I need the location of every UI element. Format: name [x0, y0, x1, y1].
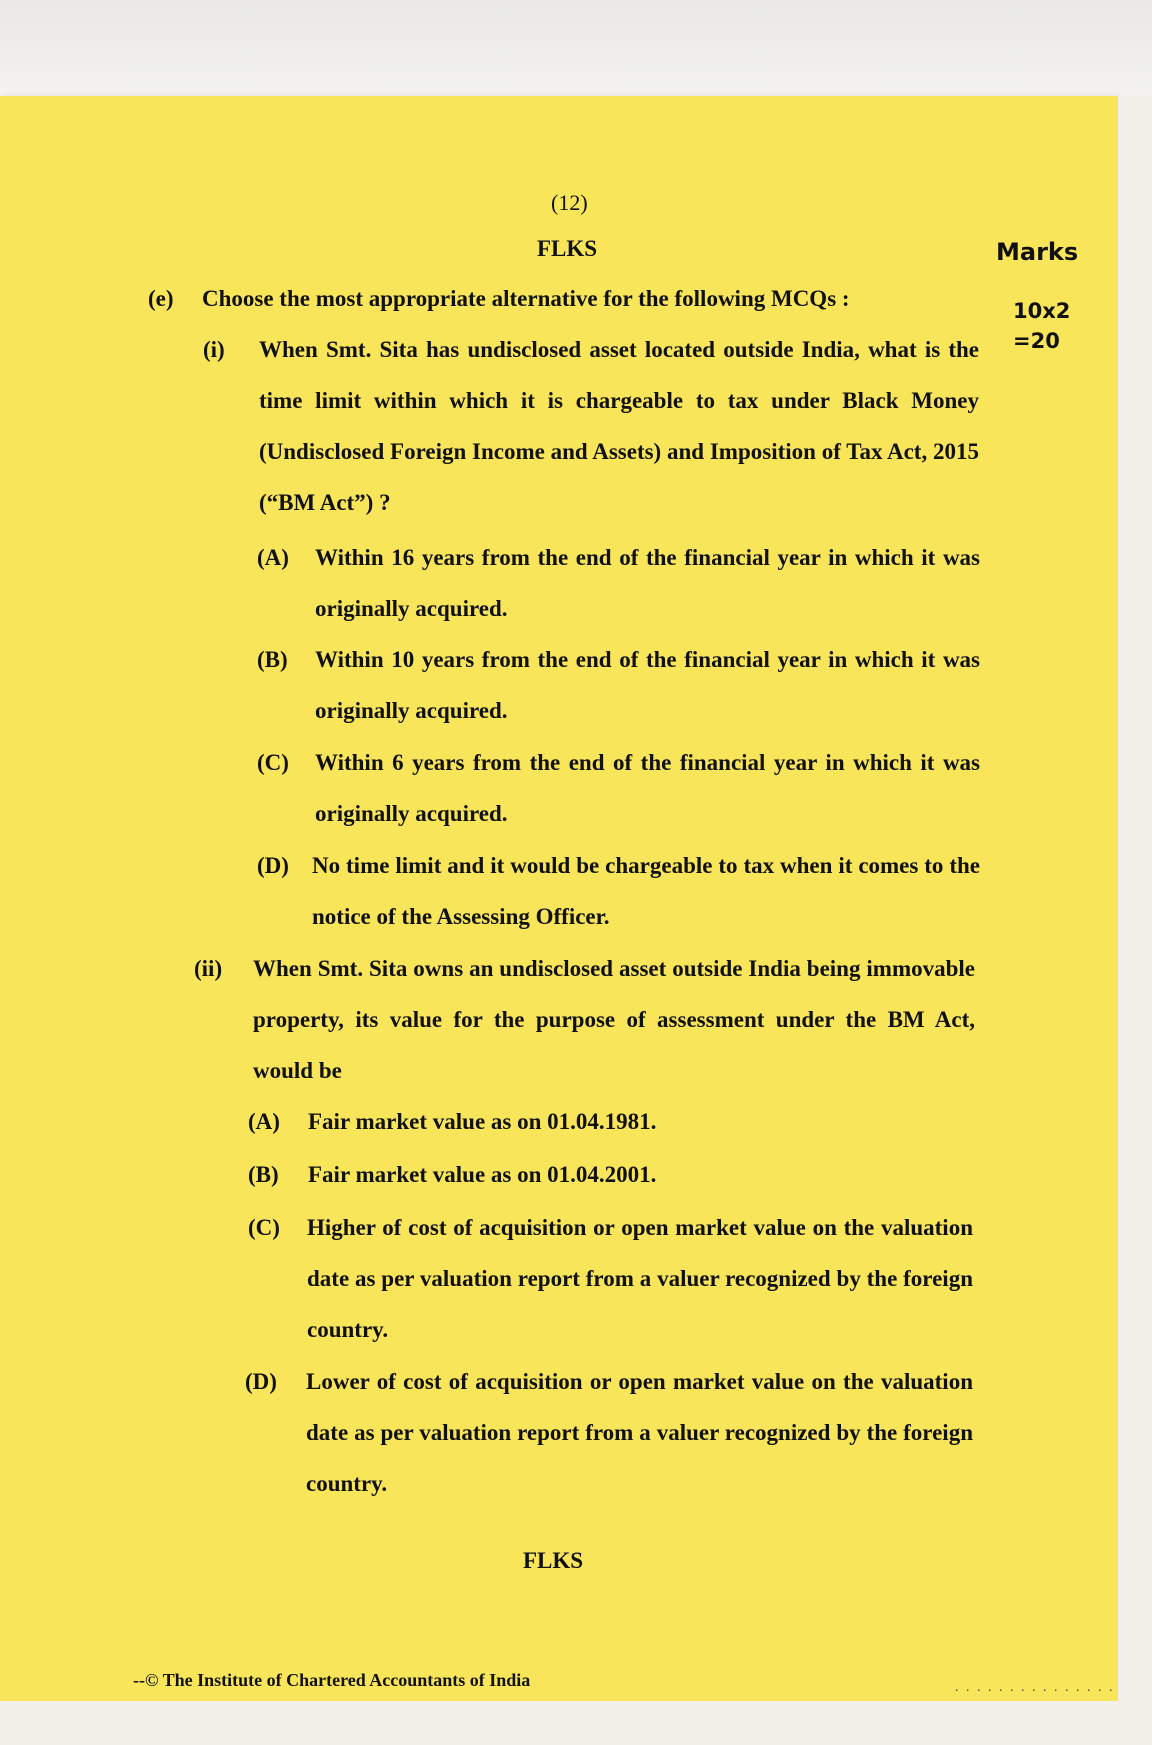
mcq-2-option-c-label: (C) — [248, 1215, 280, 1240]
scan-background-right — [1118, 96, 1152, 1745]
mcq-1-option-c-text: Within 6 years from the end of the financial year in which it was originally acquired. — [315, 750, 980, 826]
mcq-1-option-d-text: No time limit and it would be chargeable to tax when it comes to the notice of the Assessing Officer. — [312, 853, 980, 929]
mcq-2-label: (ii) — [194, 956, 223, 981]
page-number: (12) — [551, 190, 588, 215]
mcq-2-text: When Smt. Sita owns an undisclosed asset outside India being immovable property, its value for the purpose of assessment under the BM Act, would be — [253, 956, 975, 1083]
mcq-2-option-b-text: Fair market value as on 01.04.2001. — [308, 1162, 657, 1187]
mcq-2-option-d-label: (D) — [245, 1369, 277, 1394]
mcq-2-option-b-label: (B) — [248, 1162, 279, 1187]
marks-total: =20 — [1013, 329, 1060, 353]
paper-code-top: FLKS — [537, 236, 598, 261]
mcq-1-option-c-label: (C) — [257, 750, 289, 775]
scan-dots: . . . . . . . . . . . . . . . — [955, 1680, 1115, 1695]
question-label: (e) — [148, 286, 174, 311]
scan-background-top — [0, 0, 1152, 100]
mcq-2-option-d-text: Lower of cost of acquisition or open market value on the valuation date as per valuation report from a valuer recognized by the foreign country. — [306, 1369, 973, 1496]
copyright-footer: --© The Institute of Chartered Accountants of India — [133, 1670, 531, 1690]
mcq-1-label: (i) — [203, 337, 225, 362]
mcq-1-option-b-text: Within 10 years from the end of the financial year in which it was originally acquired. — [315, 647, 980, 723]
scan-background-bottom — [0, 1701, 1118, 1745]
marks-count: 10x2 — [1013, 299, 1071, 323]
paper-code-bottom: FLKS — [523, 1548, 584, 1573]
mcq-1-option-a-text: Within 16 years from the end of the financial year in which it was originally acquired. — [315, 545, 980, 621]
marks-heading: Marks — [996, 238, 1079, 266]
mcq-2-option-c-text: Higher of cost of acquisition or open market value on the valuation date as per valuation report from a valuer recognized by the foreign country. — [307, 1215, 973, 1342]
mcq-2-option-a-label: (A) — [248, 1109, 280, 1134]
question-stem: Choose the most appropriate alternative for the following MCQs : — [202, 286, 850, 311]
mcq-1-option-b-label: (B) — [257, 647, 288, 672]
mcq-2-option-a-text: Fair market value as on 01.04.1981. — [308, 1109, 657, 1134]
mcq-1-option-a-label: (A) — [257, 545, 289, 570]
mcq-1-text: When Smt. Sita has undisclosed asset located outside India, what is the time limit within which it is chargeable to tax under Black Money (Undisclosed Foreign Income and Assets) and Imposition of Tax Act, 2015 (“BM Act”) ? — [259, 337, 979, 515]
mcq-1-option-d-label: (D) — [257, 853, 289, 878]
marks-allocation — [1013, 296, 1073, 356]
